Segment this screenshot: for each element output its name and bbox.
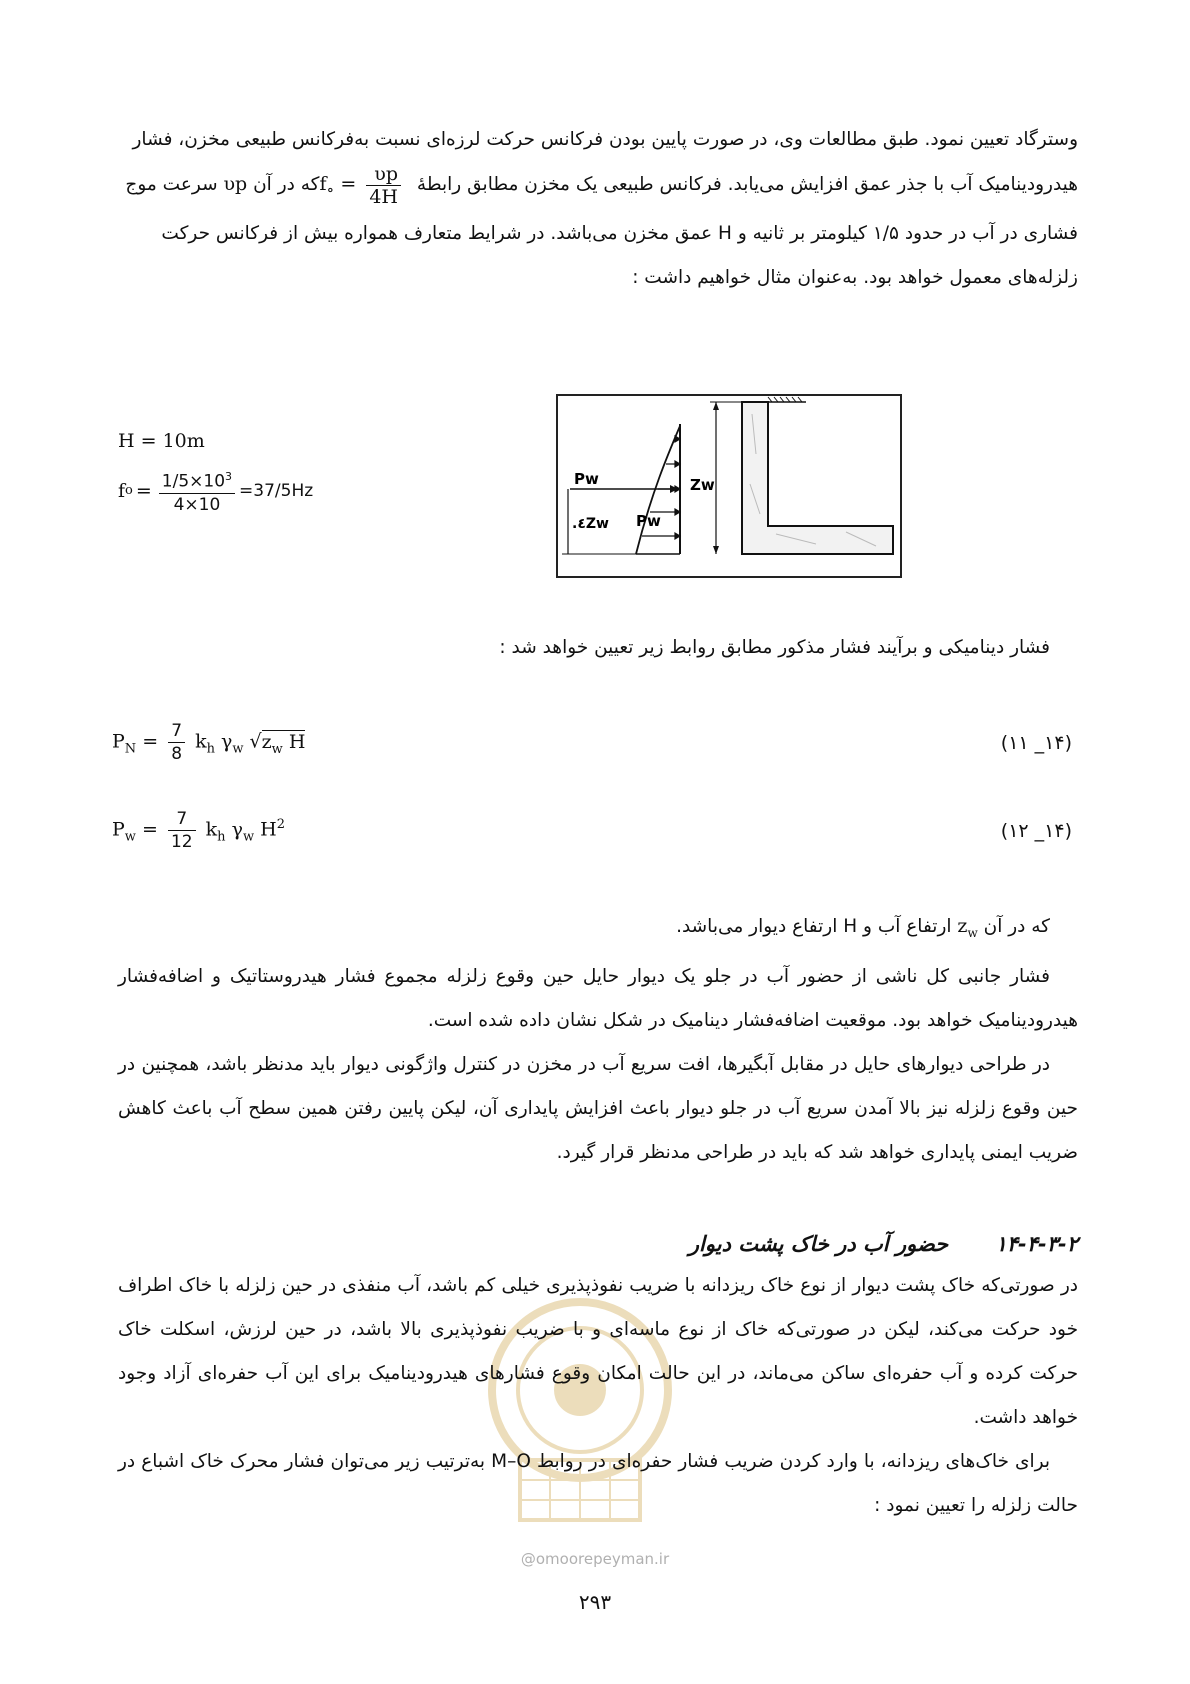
natural-frequency-formula: $f_\circ$ = $\frac{\upsilon p}{4H}$: [319, 173, 411, 195]
p1-line1: وسترگاد تعیین نمود. طبق مطالعات وی، در صورت پایین بودن فرکانس حرکت لرزه‌ای نسبت به‌فرکانس طبیعی مخزن، فشار: [132, 129, 1078, 150]
p1-line2: هیدرودینامیک آب با جذر عمق افزایش می‌یابد. فرکانس طبیعی یک مخزن مطابق رابطهٔ $f_\circ$ = $\frac{\upsilon p}{4H}$ که در آن υp سرعت موج: [125, 162, 1078, 208]
paragraph-1: [118, 118, 1078, 300]
paragraph-3-5: [118, 904, 1078, 1175]
page-number: ۲۹۳: [578, 1590, 612, 1614]
p6: در صورتی‌که خاک پشت دیوار از نوع خاک ریزدانه با ضریب نفوذپذیری خیلی کم باشد، آب منفذی در حین زلزله با خاک اطراف خود حرکت می‌کند، لیکن در صورتی‌که خاک از نوع ماسه‌ای و با ضریب نفوذپذیری بالا باشد، در حین لرزش، اسکلت خاک حرکت کرده و آب حفره‌ای ساکن می‌ماند، در این حالت امکان وقوع فشارهای هیدرودینامیک برای این آب حفره‌ای آزاد وجود خواهد داشت.: [118, 1275, 1078, 1428]
p3: که در آن $z_w$ ارتفاع آب و H ارتفاع دیوار می‌باشد.: [676, 915, 1050, 940]
p5: در طراحی دیوارهای حایل در مقابل آبگیرها، افت سریع آب در مخزن در کنترل واژگونی دیوار باید مدنظر باشد، همچنین در حین وقوع زلزله نیز بالا آمدن سریع آب در جلو دیوار باعث افزایش پایداری آن، لیکن پایین رفتن همین سطح آب باعث کاهش ضریب ایمنی پایداری خواهد شد که باید در طراحی مدنظر قرار گیرد.: [118, 1053, 1078, 1163]
equation-11-number: (۱۴_ ۱۱): [1000, 732, 1072, 754]
p7: برای خاک‌های ریزدانه، با وارد کردن ضریب فشار حفره‌ای در روابط M–O به‌ترتیب زیر می‌توان فشار محرک خاک اشباع در حالت زلزله را تعیین نمود :: [118, 1451, 1078, 1516]
p1-line3: فشاری در آب در حدود ۱/۵ کیلومتر بر ثانیه و H عمق مخزن می‌باشد. در شرایط متعارف همواره بیش از فرکانس حرکت: [161, 222, 1078, 244]
watermark-url: @omoorepeyman.ir: [520, 1550, 670, 1568]
equation-12: $P_w$ = $\frac{7}{12}$ $k_h$ $\gamma_w$ $H^2$: [112, 809, 285, 852]
section-number: ۱۴-۴-۳-۲: [995, 1232, 1078, 1256]
equation-12-number: (۱۴_ ۱۲): [1000, 820, 1072, 842]
pw-label-bottom: Pw: [636, 512, 661, 530]
zw-label: Zw: [690, 476, 715, 494]
paragraph-2: فشار دینامیکی و برآیند فشار مذکور مطابق روابط زیر تعیین خواهد شد :: [499, 637, 1050, 658]
section-title: حضور آب در خاک پشت دیوار: [688, 1232, 949, 1256]
p1-line4: زلزله‌های معمول خواهد بود. به‌عنوان مثال خواهیم داشت :: [632, 266, 1078, 288]
example-calculation: [118, 430, 313, 516]
frequency-result: f o = $\frac{1/5\times 10^3}{4\times 10}$ =37/5Hz: [118, 466, 313, 516]
zw-fraction-label: .٤Zw: [572, 516, 609, 532]
pw-label-top: Pw: [574, 470, 599, 488]
p4: فشار جانبی کل ناشی از حضور آب در جلو یک دیوار حایل حین وقوع زلزله مجموع فشار هیدروستاتیک و اضافه‌فشار هیدرودینامیک خواهد بود. موقعیت اضافه‌فشار دینامیک در شکل نشان داده شده است.: [118, 965, 1078, 1031]
wall-pressure-diagram: [556, 394, 902, 578]
h-value: H = 10m: [118, 430, 205, 452]
wave-speed-symbol: υp: [223, 173, 248, 195]
section-heading: [689, 1232, 1078, 1256]
equation-11: $P_N$ = $\frac{7}{8}$ $k_h$ $\gamma_w$ $√z_w$ H: [112, 721, 306, 764]
paragraph-6-7: [118, 1264, 1078, 1528]
